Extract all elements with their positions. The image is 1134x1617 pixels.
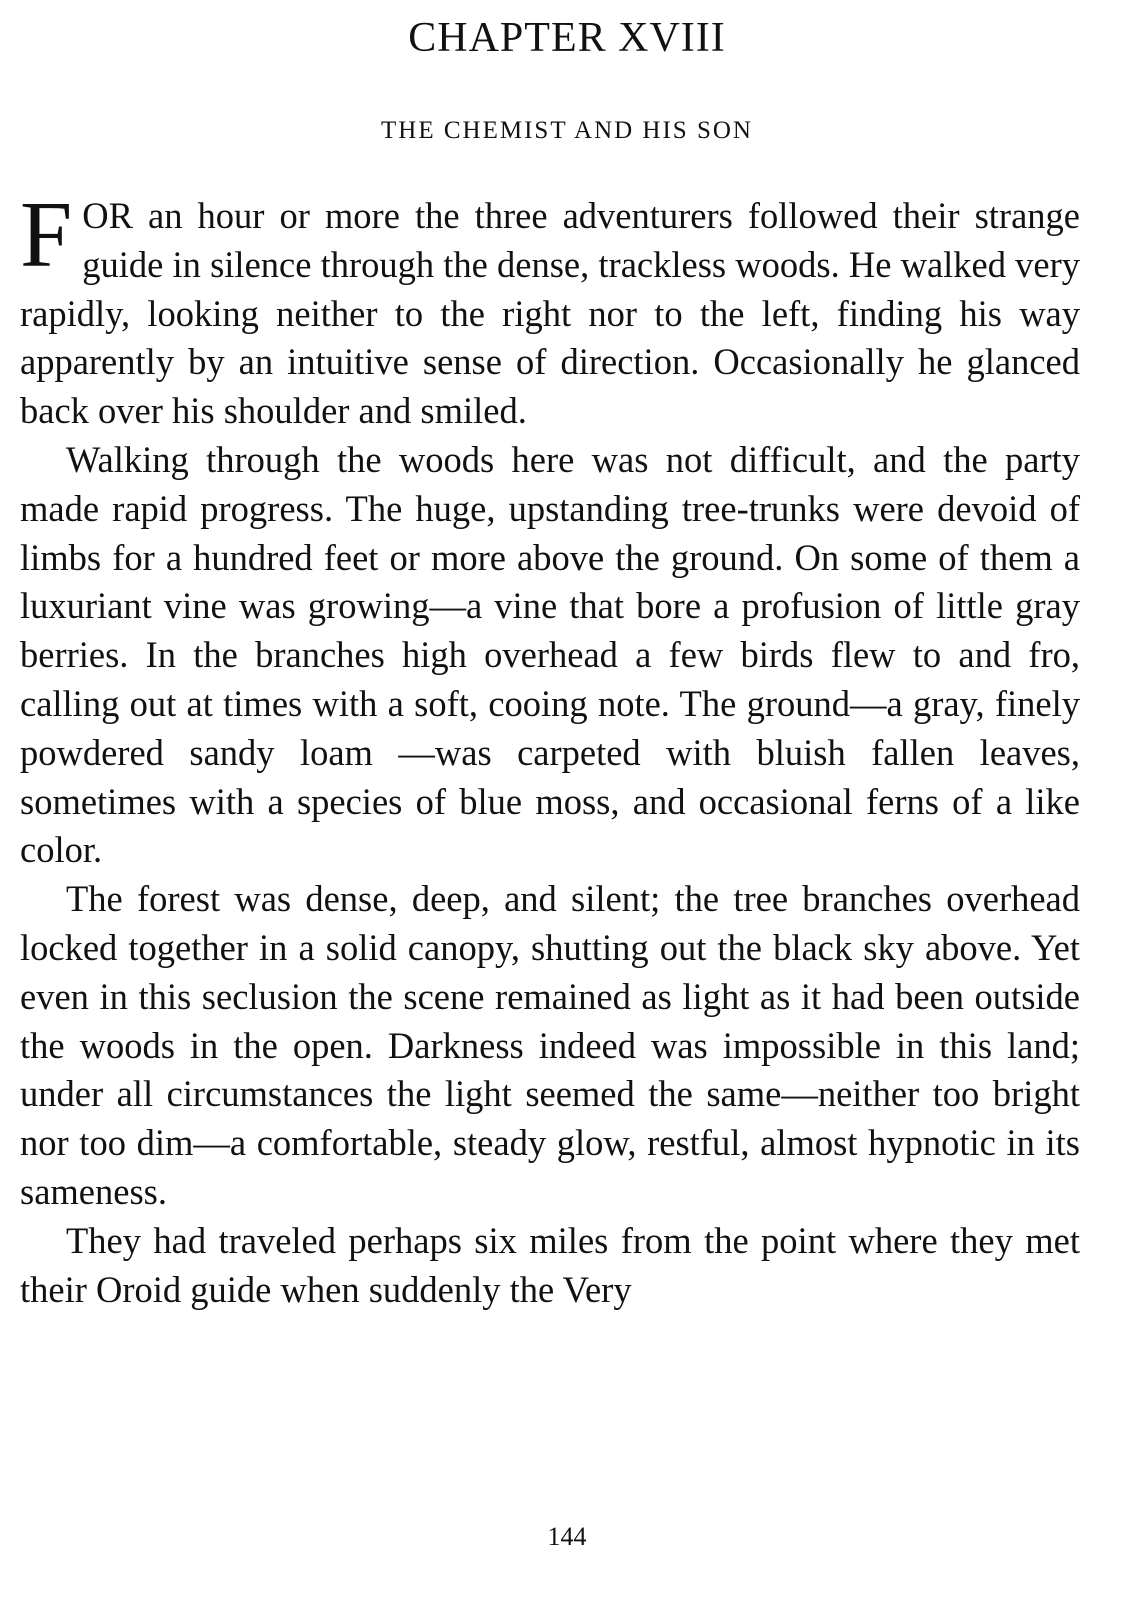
paragraph-4: They had traveled perhaps six miles from the point where they met their Oroid guide when suddenly the Very <box>20 1219 1080 1310</box>
paragraph-2: Walking through the woods here was not difficult, and the party made rapid progress. The huge, upstanding tree-trunks were devoid of limbs for a hundred feet or more above the ground. On some of them a luxuriant vine was growing—a vine that bore a profusion of little gray berries. In the branches high overhead a few birds flew to and fro, calling out at times with a soft, cooing note. The ground—a gray, finely powdered sandy loam —was carpeted with bluish fallen leaves, sometimes with a species of blue moss, and occasional ferns of a like color. <box>20 438 1080 871</box>
paragraph-1 <box>20 183 1080 436</box>
chapter-body <box>20 183 1080 1314</box>
chapter-title: CHAPTER XVIII <box>408 15 726 61</box>
paragraph-3: The forest was dense, deep, and silent; the tree branches overhead locked together in a solid canopy, shutting out the black sky above. Yet even in this seclusion the scene remained as light as it had been outside the woods in the open. Darkness indeed was impossible in this land; under all circumstances the light seemed the same—neither too bright nor too dim—a comfortable, steady glow, restful, almost hypnotic in its sameness. <box>20 878 1080 1212</box>
chapter-subtitle: THE CHEMIST AND HIS SON <box>381 117 753 144</box>
page-number: 144 <box>547 1522 587 1551</box>
paragraph-1-text: OR an hour or more the three adventurers followed their strange guide in silence through the dense, trackless woods. He walked very rapidly, looking neither to the right nor to the left, finding his way apparently by an intuitive sense of direction. Occasionally he glanced back over his shoulder and smiled. <box>20 195 1080 432</box>
drop-cap: F <box>20 183 73 287</box>
